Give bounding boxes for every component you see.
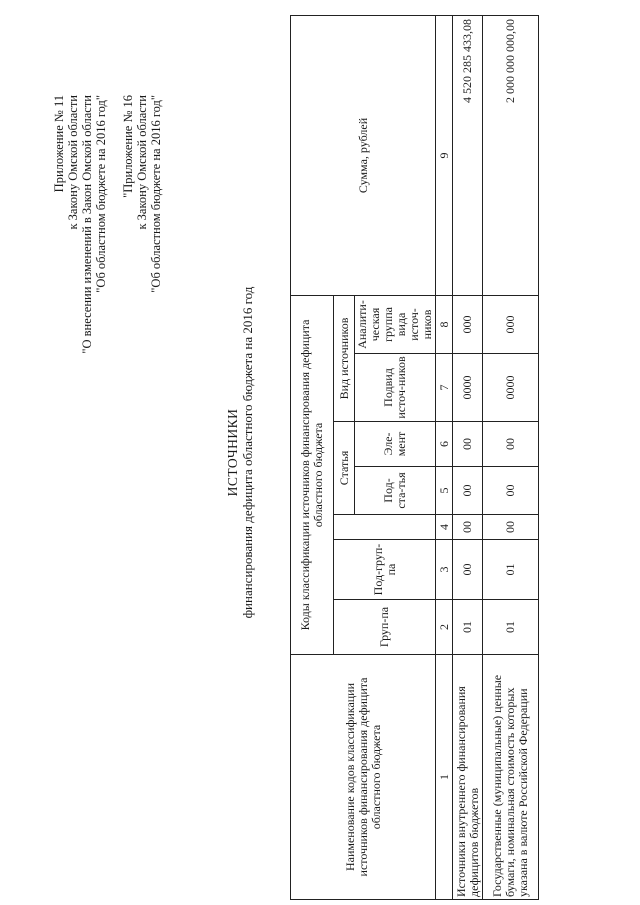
- column-number-row: [436, 15, 453, 899]
- document-subtitle: финансирования дефицита областного бюджета на 2016 год: [240, 286, 255, 619]
- row-subtype: 0000: [483, 354, 539, 422]
- column-number: 4: [436, 515, 453, 540]
- row-element: 00: [453, 422, 483, 467]
- header-amount: Сумма, рублей: [291, 15, 436, 295]
- header-codes-group: Коды классификации источников финансирования дефицита областного бюджета: [291, 295, 334, 654]
- annex-16-block: [121, 95, 163, 293]
- row-analytic: 000: [453, 295, 483, 353]
- header-source-type: Вид источников: [334, 295, 355, 421]
- header-name: Наименование кодов классификации источников финансирования дефицита областного бюджета: [291, 655, 436, 900]
- column-number: 2: [436, 600, 453, 655]
- header-subarticle: Под-ста-тья: [355, 467, 436, 515]
- annex-11-line4: "Об областном бюджете на 2016 год": [94, 95, 108, 293]
- header-spacer: [334, 515, 436, 540]
- column-number: 7: [436, 354, 453, 422]
- row-subgroup: 01: [483, 540, 539, 600]
- row-group: 01: [483, 600, 539, 655]
- annex-11-line2: к Закону Омской области: [66, 95, 80, 230]
- annex-16-line3: "Об областном бюджете на 2016 год": [149, 95, 163, 293]
- header-article: Статья: [334, 422, 355, 515]
- document-title: ИСТОЧНИКИ: [225, 408, 240, 497]
- row-article: 00: [483, 515, 539, 540]
- row-name: Государственные (муниципальные) ценные бумаги, номинальная стоимость которых указана в валюте Российской Федерации: [483, 655, 539, 900]
- header-element: Эле-мент: [355, 422, 436, 467]
- column-number: 5: [436, 467, 453, 515]
- row-element: 00: [483, 422, 539, 467]
- annex-11-block: [52, 95, 108, 354]
- column-number: 8: [436, 295, 453, 353]
- header-subgroup: Под-груп-па: [334, 540, 436, 600]
- header-group: Груп-па: [334, 600, 436, 655]
- annex-11-line3: "О внесении изменений в Закон Омской области: [80, 95, 94, 354]
- column-number: 6: [436, 422, 453, 467]
- row-analytic: 000: [483, 295, 539, 353]
- annex-11-line1: Приложение № 11: [52, 95, 66, 193]
- row-subtype: 0000: [453, 354, 483, 422]
- row-name: Источники внутреннего финансирования дефицитов бюджетов: [453, 655, 483, 900]
- row-subarticle: 00: [483, 467, 539, 515]
- column-number: 1: [436, 655, 453, 900]
- header-analytic: Аналити-ческая группа вида источ-ников: [355, 295, 436, 353]
- row-subgroup: 00: [453, 540, 483, 600]
- row-subarticle: 00: [453, 467, 483, 515]
- column-number: 3: [436, 540, 453, 600]
- table-row: [483, 15, 539, 899]
- annex-16-line1: "Приложение № 16: [121, 95, 135, 198]
- annex-16-line2: к Закону Омской области: [135, 95, 149, 230]
- column-number: 9: [436, 15, 453, 295]
- row-group: 01: [453, 600, 483, 655]
- table-row: [453, 15, 483, 899]
- header-subtype: Подвид источ-ников: [355, 354, 436, 422]
- row-amount: 4 520 285 433,08: [453, 15, 483, 295]
- row-amount: 2 000 000 000,00: [483, 15, 539, 295]
- row-article: 00: [453, 515, 483, 540]
- sources-table: [290, 15, 539, 900]
